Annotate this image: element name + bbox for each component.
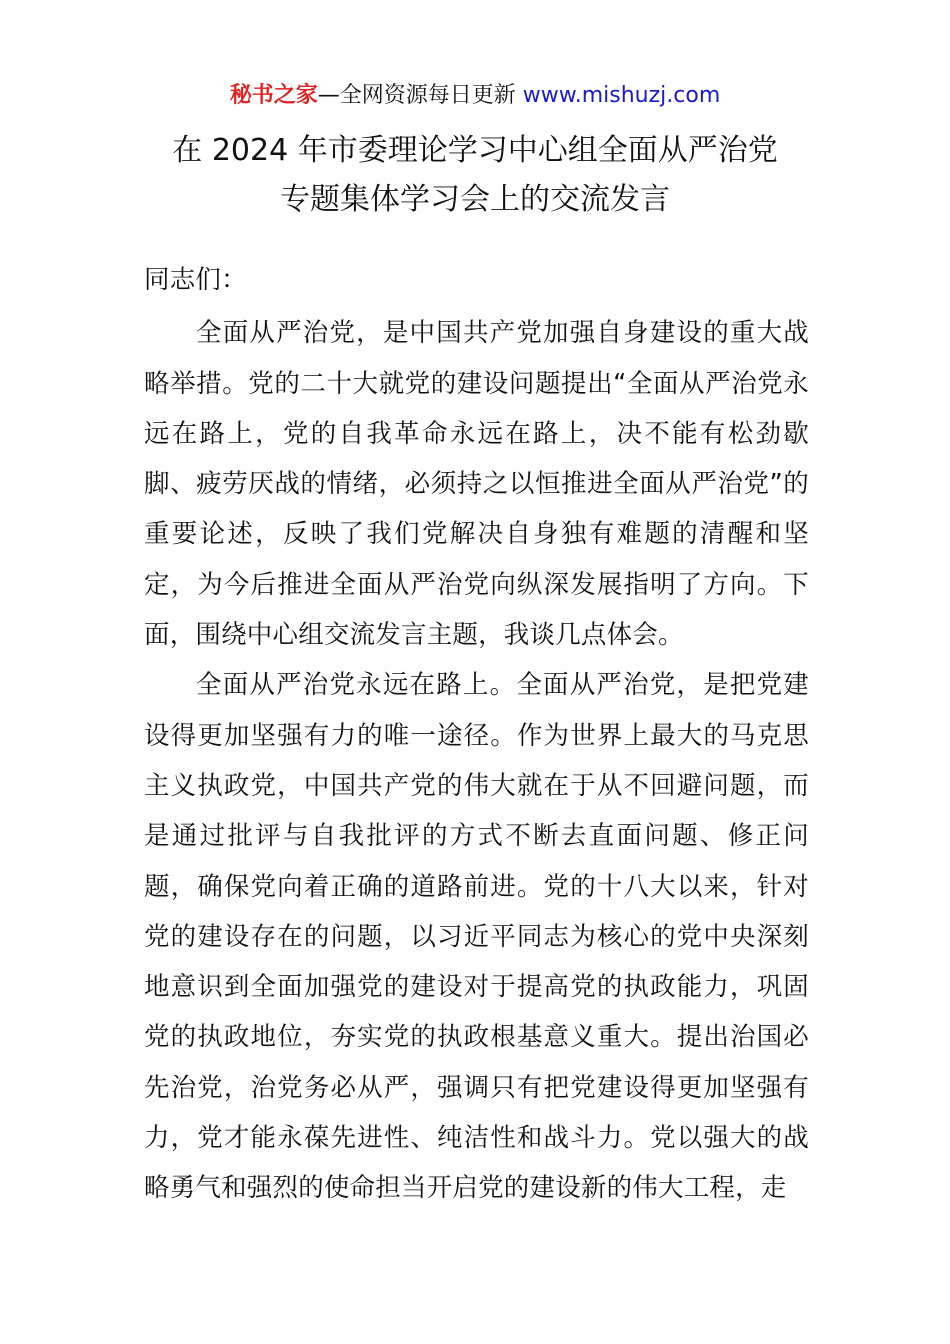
site-brand: 秘书之家 (229, 83, 318, 108)
greeting: 同志们： (144, 265, 247, 295)
title-line-1: 在 2024 年市委理论学习中心组全面从严治党 (172, 133, 778, 168)
site-tagline: —全网资源每日更新 (317, 83, 523, 108)
paragraph: 全面从严治党永远在路上。全面从严治党，是把党建设得更加坚强有力的唯一途径。作为世界上最大的马克思主义执政党，中国共产党的伟大就在于从不回避问题，而是通过批评与自我批评的方式不断去直面问题、修正问题，确保党向着正确的道路前进。党的十八大以来，针对党的建设存在的问题，以习近平同志为核心的党中央深刻地意识到全面加强党的建设对于提高党的执政能力，巩固党的执政地位，夯实党的执政根基意义重大。提出治国必先治党，治党务必从严，强调只有把党建设得更加坚强有力，党才能永葆先进性、纯洁性和战斗力。党以强大的战略勇气和强烈的使命担当开启党的建设新的伟大工程，走 (144, 670, 809, 1204)
document-title (0, 126, 950, 224)
document-body (144, 255, 809, 1214)
paragraph: 全面从严治党，是中国共产党加强自身建设的重大战略举措。党的二十大就党的建设问题提出“全面从严治党永远在路上，党的自我革命永远在路上，决不能有松劲歇脚、疲劳厌战的情绪，必须持之以恒推进全面从严治党”的重要论述，反映了我们党解决自身独有难题的清醒和坚定，为今后推进全面从严治党向纵深发展指明了方向。下面，围绕中心组交流发言主题，我谈几点体会。 (144, 318, 809, 651)
site-url-link[interactable]: www.mishuzj.com (522, 83, 721, 108)
site-header (0, 80, 950, 112)
title-line-2: 专题集体学习会上的交流发言 (280, 182, 670, 217)
